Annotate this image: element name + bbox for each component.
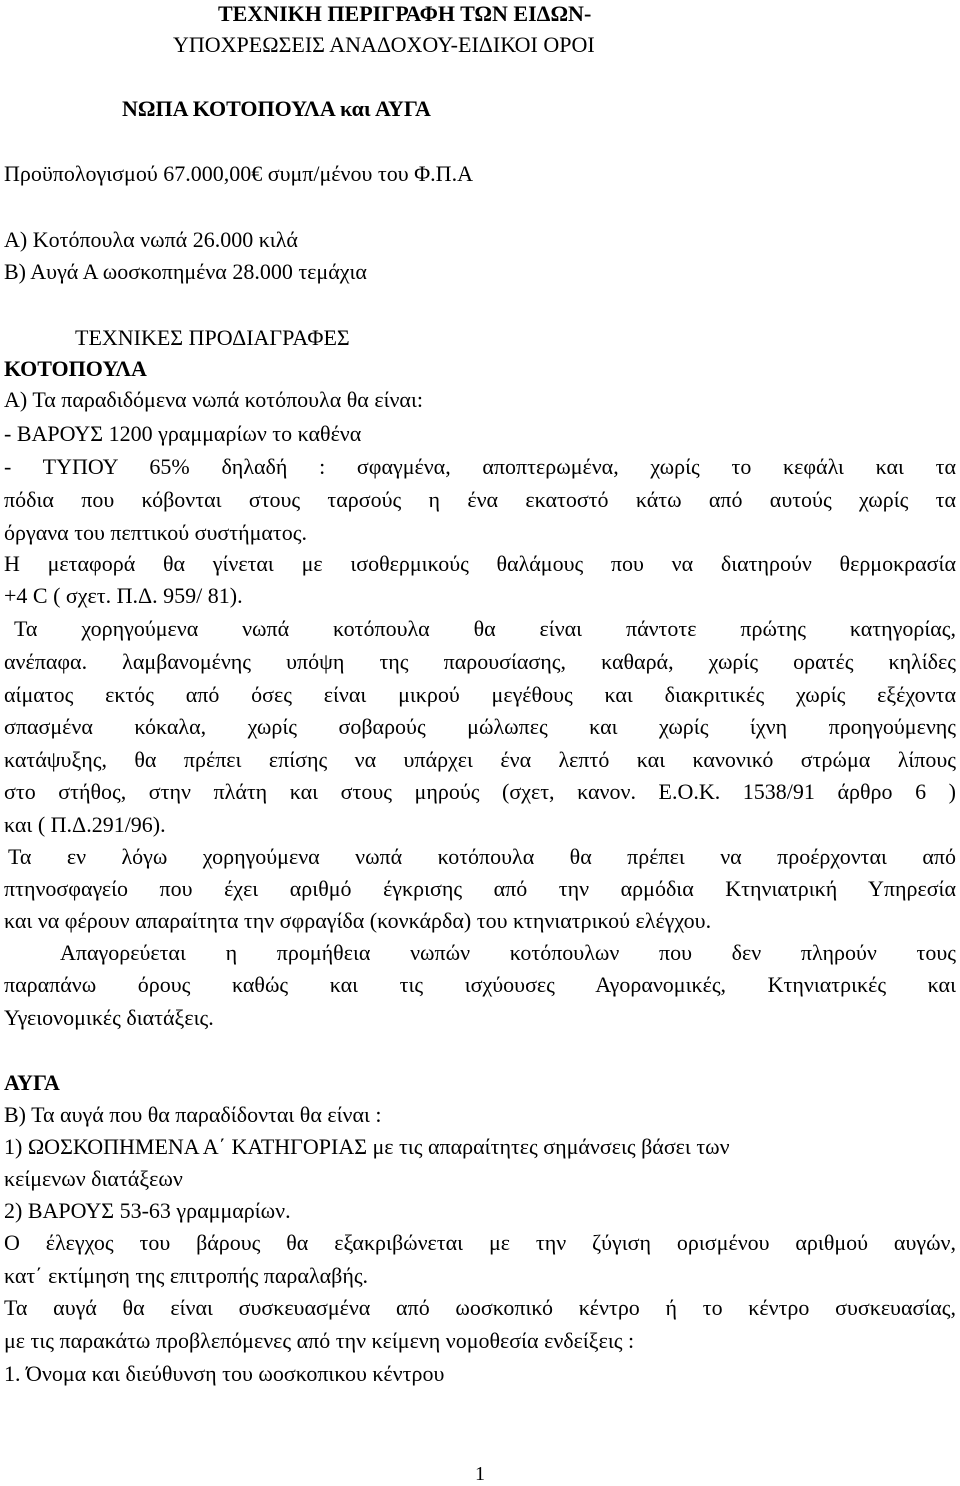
chicken-text-line: Η μεταφορά θα γίνεται με ισοθερμικούς θαλάμους που να διατηρούν θερμοκρασία — [4, 551, 956, 576]
chicken-text-line: αίματος εκτός από όσες είναι μικρού μεγέθους και διακριτικές χωρίς εξέχοντα — [4, 682, 956, 707]
chicken-text-line: Τα χορηγούμενα νωπά κοτόπουλα θα είναι πάντοτε πρώτης κατηγορίας, — [14, 616, 956, 641]
budget-line: Προϋπολογισμού 67.000,00€ συμπ/μένου του Φ.Π.Α — [4, 161, 473, 186]
chicken-text-line: όργανα του πεπτικού συστήματος. — [4, 520, 307, 545]
chicken-text-line: ανέπαφα. λαμβανομένης υπόψη της παρουσίασης, καθαρά, χωρίς ορατές κηλίδες — [4, 649, 956, 674]
page-number: 1 — [475, 1463, 485, 1485]
chicken-text-line: Τα εν λόγω χορηγούμενα νωπά κοτόπουλα θα πρέπει να προέρχονται από — [8, 844, 956, 869]
eggs-heading: ΑΥΓΑ — [4, 1070, 60, 1095]
chicken-text-line: Α) Τα παραδιδόμενα νωπά κοτόπουλα θα είναι: — [4, 387, 423, 412]
chicken-text-line: πτηνοσφαγείο που έχει αριθμό έγκρισης από την αρμόδια Κτηνιατρική Υπηρεσία — [4, 876, 956, 901]
chicken-text-line: +4 C ( σχετ. Π.Δ. 959/ 81). — [4, 583, 243, 608]
chicken-text-line: - ΤΥΠΟΥ 65% δηλαδή : σφαγμένα, αποπτερωμένα, χωρίς το κεφάλι και τα — [4, 454, 956, 479]
specs-heading: ΤΕΧΝΙΚΕΣ ΠΡΟΔΙΑΓΡΑΦΕΣ — [75, 325, 350, 350]
document-title-line-2: ΥΠΟΧΡΕΩΣΕΙΣ ΑΝΑΔΟΧΟΥ-ΕΙΔΙΚΟΙ ΟΡΟΙ — [173, 32, 595, 57]
eggs-text-line: Β) Τα αυγά που θα παραδίδονται θα είναι : — [4, 1102, 382, 1127]
eggs-text-line: κατ΄ εκτίμηση της επιτροπής παραλαβής. — [4, 1263, 369, 1288]
chicken-text-line: στο στήθος, στην πλάτη και στους μηρούς (σχετ, κανον. Ε.Ο.Κ. 1538/91 άρθρο 6 ) — [4, 779, 956, 804]
chicken-text-line: σπασμένα κόκαλα, χωρίς σοβαρούς μώλωπες και χωρίς ίχνη προηγούμενης — [4, 714, 956, 739]
item-a-line: Α) Κοτόπουλα νωπά 26.000 κιλά — [4, 227, 298, 252]
chicken-text-line: και να φέρουν απαραίτητα την σφραγίδα (κονκάρδα) του κτηνιατρικού ελέγχου. — [4, 908, 712, 933]
chicken-text-line: και ( Π.Δ.291/96). — [4, 812, 166, 837]
eggs-text-line: κείμενων διατάξεων — [4, 1166, 183, 1191]
eggs-text-line: 1) ΩΟΣΚΟΠΗΜΕΝΑ Α΄ ΚΑΤΗΓΟΡΙΑΣ με τις απαραίτητες σημάνσεις βάσει των — [4, 1134, 730, 1159]
chicken-text-line: παραπάνω όρους καθώς και τις ισχύουσες Αγορανομικές, Κτηνιατρικές και — [4, 972, 956, 997]
document-subtitle: ΝΩΠΑ ΚΟΤΟΠΟΥΛΑ και ΑΥΓΑ — [122, 96, 431, 121]
item-b-line: Β) Αυγά Α ωοσκοπημένα 28.000 τεμάχια — [4, 259, 367, 284]
chicken-text-line: κατάψυξης, θα πρέπει επίσης να υπάρχει ένα λεπτό και κανονικό στρώμα λίπους — [4, 747, 956, 772]
eggs-text-line: με τις παρακάτω προβλεπόμενες από την κείμενη νομοθεσία ενδείξεις : — [4, 1328, 635, 1353]
eggs-text-line: 2) ΒΑΡΟΥΣ 53-63 γραμμαρίων. — [4, 1198, 291, 1223]
chicken-text-line: Απαγορεύεται η προμήθεια νωπών κοτόπουλων που δεν πληρούν τους — [60, 940, 956, 965]
chicken-text-line: Υγειονομικές διατάξεις. — [4, 1005, 214, 1030]
eggs-text-line: 1. Όνομα και διεύθυνση του ωοσκοπικου κέντρου — [4, 1361, 445, 1386]
chicken-text-line: - ΒΑΡΟΥΣ 1200 γραμμαρίων το καθένα — [4, 421, 362, 446]
chicken-text-line: πόδια που κόβονται στους ταρσούς η ένα εκατοστό κάτω από αυτούς χωρίς τα — [4, 487, 956, 512]
chicken-heading: ΚΟΤΟΠΟΥΛΑ — [4, 356, 147, 381]
eggs-text-line: Τα αυγά θα είναι συσκευασμένα από ωοσκοπικό κέντρο ή το κέντρο συσκευασίας, — [4, 1295, 956, 1320]
eggs-text-line: Ο έλεγχος του βάρους θα εξακριβώνεται με την ζύγιση ορισμένου αριθμού αυγών, — [4, 1230, 956, 1255]
document-title-line-1: ΤΕΧΝΙΚΗ ΠΕΡΙΓΡΑΦΗ ΤΩΝ ΕΙΔΩΝ- — [218, 1, 592, 26]
